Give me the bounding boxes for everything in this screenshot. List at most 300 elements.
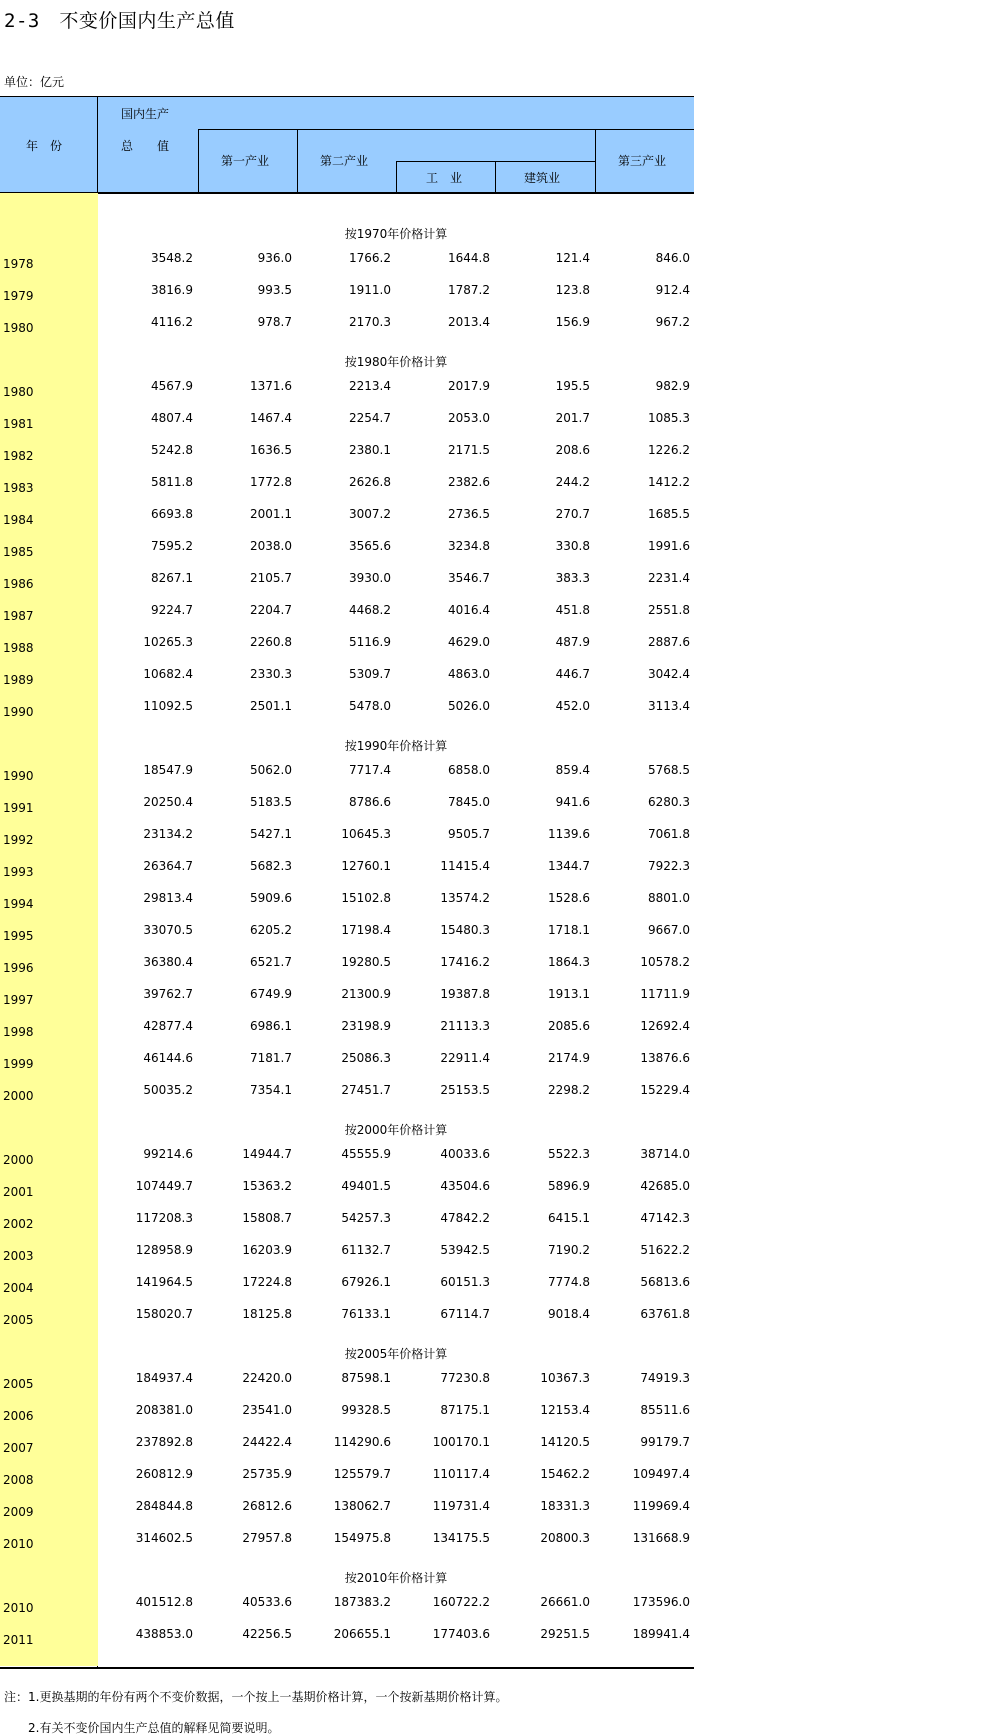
header-divider <box>198 129 199 193</box>
value-cell: 2001.1 <box>250 507 292 521</box>
value-cell: 109497.4 <box>632 1467 690 1481</box>
value-cell: 160722.2 <box>432 1595 490 1609</box>
note-2: 2.有关不变价国内生产总值的解释见简要说明。 <box>4 1721 280 1735</box>
value-cell: 2626.8 <box>349 475 391 489</box>
value-cell: 206655.1 <box>333 1627 391 1641</box>
value-cell: 20250.4 <box>143 795 193 809</box>
table-row <box>0 691 694 723</box>
value-cell: 2501.1 <box>250 699 292 713</box>
value-cell: 6749.9 <box>250 987 292 1001</box>
value-cell: 16203.9 <box>242 1243 292 1257</box>
value-cell: 67926.1 <box>341 1275 391 1289</box>
value-cell: 3548.2 <box>151 251 193 265</box>
value-cell: 1718.1 <box>548 923 590 937</box>
value-cell: 2013.4 <box>448 315 490 329</box>
value-cell: 22911.4 <box>440 1051 490 1065</box>
value-cell: 15229.4 <box>640 1083 690 1097</box>
value-cell: 7190.2 <box>548 1243 590 1257</box>
value-cell: 17416.2 <box>440 955 490 969</box>
value-cell: 25086.3 <box>341 1051 391 1065</box>
header-construction: 建筑业 <box>524 171 561 185</box>
value-cell: 20800.3 <box>540 1531 590 1545</box>
header-divider <box>595 129 596 193</box>
year-cell: 2005 <box>3 1377 34 1391</box>
value-cell: 1911.0 <box>349 283 391 297</box>
value-cell: 1636.5 <box>250 443 292 457</box>
value-cell: 2380.1 <box>349 443 391 457</box>
value-cell: 383.3 <box>555 571 590 585</box>
value-cell: 978.7 <box>257 315 292 329</box>
value-cell: 10367.3 <box>540 1371 590 1385</box>
value-cell: 5242.8 <box>151 443 193 457</box>
value-cell: 6415.1 <box>548 1211 590 1225</box>
value-cell: 38714.0 <box>640 1147 690 1161</box>
table-row <box>0 787 694 819</box>
value-cell: 993.5 <box>257 283 292 297</box>
value-cell: 6521.7 <box>250 955 292 969</box>
value-cell: 1226.2 <box>648 443 690 457</box>
year-cell: 1979 <box>3 289 34 303</box>
value-cell: 128958.9 <box>135 1243 193 1257</box>
value-cell: 12692.4 <box>640 1019 690 1033</box>
value-cell: 8786.6 <box>349 795 391 809</box>
value-cell: 10265.3 <box>143 635 193 649</box>
value-cell: 177403.6 <box>432 1627 490 1641</box>
header-divider <box>495 161 496 193</box>
value-cell: 5811.8 <box>151 475 193 489</box>
value-cell: 54257.3 <box>341 1211 391 1225</box>
value-cell: 99328.5 <box>341 1403 391 1417</box>
value-cell: 15363.2 <box>242 1179 292 1193</box>
value-cell: 12760.1 <box>341 859 391 873</box>
value-cell: 156.9 <box>555 315 590 329</box>
year-cell: 1995 <box>3 929 34 943</box>
year-cell: 2004 <box>3 1281 34 1295</box>
value-cell: 46144.6 <box>143 1051 193 1065</box>
value-cell: 4629.0 <box>448 635 490 649</box>
value-cell: 21300.9 <box>341 987 391 1001</box>
year-cell: 2002 <box>3 1217 34 1231</box>
table-row <box>0 1171 694 1203</box>
value-cell: 2174.9 <box>548 1051 590 1065</box>
value-cell: 7061.8 <box>648 827 690 841</box>
value-cell: 47142.3 <box>640 1211 690 1225</box>
value-cell: 2231.4 <box>648 571 690 585</box>
value-cell: 123.8 <box>555 283 590 297</box>
year-cell: 1978 <box>3 257 34 271</box>
header-subline-secondary <box>396 161 596 162</box>
value-cell: 42685.0 <box>640 1179 690 1193</box>
value-cell: 9667.0 <box>648 923 690 937</box>
section-label: 按2000年价格计算 <box>344 1123 448 1137</box>
value-cell: 29251.5 <box>540 1627 590 1641</box>
year-cell: 2000 <box>3 1153 34 1167</box>
year-cell: 1991 <box>3 801 34 815</box>
value-cell: 14120.5 <box>540 1435 590 1449</box>
header-subline <box>198 129 694 130</box>
table-row <box>0 1043 694 1075</box>
value-cell: 2204.7 <box>250 603 292 617</box>
table-row <box>0 275 694 307</box>
value-cell: 260812.9 <box>135 1467 193 1481</box>
value-cell: 270.7 <box>555 507 590 521</box>
value-cell: 7354.1 <box>250 1083 292 1097</box>
value-cell: 11711.9 <box>640 987 690 1001</box>
table-row <box>0 243 694 275</box>
year-cell: 1986 <box>3 577 34 591</box>
value-cell: 6205.2 <box>250 923 292 937</box>
value-cell: 5116.9 <box>349 635 391 649</box>
table-row <box>0 1011 694 1043</box>
value-cell: 23541.0 <box>242 1403 292 1417</box>
value-cell: 49401.5 <box>341 1179 391 1193</box>
value-cell: 134175.5 <box>432 1531 490 1545</box>
value-cell: 5309.7 <box>349 667 391 681</box>
value-cell: 19387.8 <box>440 987 490 1001</box>
year-cell: 1984 <box>3 513 34 527</box>
value-cell: 330.8 <box>555 539 590 553</box>
table-row <box>0 979 694 1011</box>
value-cell: 184937.4 <box>135 1371 193 1385</box>
value-cell: 26812.6 <box>242 1499 292 1513</box>
table-row <box>0 883 694 915</box>
year-cell: 2010 <box>3 1601 34 1615</box>
value-cell: 2017.9 <box>448 379 490 393</box>
value-cell: 846.0 <box>655 251 690 265</box>
value-cell: 74919.3 <box>640 1371 690 1385</box>
year-cell: 1988 <box>3 641 34 655</box>
section-label: 按2005年价格计算 <box>344 1347 448 1361</box>
table-row <box>0 1203 694 1235</box>
table-row <box>0 1139 694 1171</box>
value-cell: 1772.8 <box>250 475 292 489</box>
value-cell: 1344.7 <box>548 859 590 873</box>
table-row <box>0 1299 694 1331</box>
value-cell: 158020.7 <box>135 1307 193 1321</box>
value-cell: 15808.7 <box>242 1211 292 1225</box>
table-row <box>0 371 694 403</box>
table-row <box>0 1587 694 1619</box>
value-cell: 2105.7 <box>250 571 292 585</box>
value-cell: 33070.5 <box>143 923 193 937</box>
value-cell: 50035.2 <box>143 1083 193 1097</box>
value-cell: 2330.3 <box>250 667 292 681</box>
value-cell: 7774.8 <box>548 1275 590 1289</box>
value-cell: 201.7 <box>555 411 590 425</box>
year-cell: 1999 <box>3 1057 34 1071</box>
value-cell: 1991.6 <box>648 539 690 553</box>
value-cell: 100170.1 <box>432 1435 490 1449</box>
year-cell: 1981 <box>3 417 34 431</box>
section-label: 按1990年价格计算 <box>344 739 448 753</box>
table-row <box>0 627 694 659</box>
table-row <box>0 531 694 563</box>
table-row <box>0 947 694 979</box>
value-cell: 25735.9 <box>242 1467 292 1481</box>
value-cell: 77230.8 <box>440 1371 490 1385</box>
table-row <box>0 595 694 627</box>
value-cell: 11415.4 <box>440 859 490 873</box>
header-divider <box>396 161 397 193</box>
value-cell: 23198.9 <box>341 1019 391 1033</box>
year-cell: 2005 <box>3 1313 34 1327</box>
year-cell: 2011 <box>3 1633 34 1647</box>
value-cell: 1371.6 <box>250 379 292 393</box>
year-cell: 1990 <box>3 769 34 783</box>
year-cell: 1983 <box>3 481 34 495</box>
value-cell: 138062.7 <box>333 1499 391 1513</box>
value-cell: 7181.7 <box>250 1051 292 1065</box>
section-label: 按1970年价格计算 <box>344 227 448 241</box>
value-cell: 2213.4 <box>349 379 391 393</box>
value-cell: 27451.7 <box>341 1083 391 1097</box>
value-cell: 10578.2 <box>640 955 690 969</box>
header-industry: 工 业 <box>426 171 463 185</box>
value-cell: 2038.0 <box>250 539 292 553</box>
value-cell: 1766.2 <box>349 251 391 265</box>
year-cell: 1993 <box>3 865 34 879</box>
value-cell: 121.4 <box>555 251 590 265</box>
value-cell: 3042.4 <box>648 667 690 681</box>
value-cell: 10682.4 <box>143 667 193 681</box>
value-cell: 107449.7 <box>135 1179 193 1193</box>
value-cell: 5026.0 <box>448 699 490 713</box>
value-cell: 244.2 <box>555 475 590 489</box>
value-cell: 237892.8 <box>135 1435 193 1449</box>
value-cell: 67114.7 <box>440 1307 490 1321</box>
value-cell: 2887.6 <box>648 635 690 649</box>
note-1: 注：1.更换基期的年份有两个不变价数据，一个按上一基期价格计算，一个按新基期价格计算。 <box>4 1690 508 1704</box>
value-cell: 8267.1 <box>151 571 193 585</box>
year-cell: 1994 <box>3 897 34 911</box>
value-cell: 40533.6 <box>242 1595 292 1609</box>
table-row <box>0 1619 694 1651</box>
table-row <box>0 1267 694 1299</box>
table-row <box>0 1235 694 1267</box>
year-cell: 1998 <box>3 1025 34 1039</box>
value-cell: 60151.3 <box>440 1275 490 1289</box>
table-row <box>0 1363 694 1395</box>
value-cell: 18547.9 <box>143 763 193 777</box>
value-cell: 1864.3 <box>548 955 590 969</box>
value-cell: 2736.5 <box>448 507 490 521</box>
value-cell: 51622.2 <box>640 1243 690 1257</box>
value-cell: 5427.1 <box>250 827 292 841</box>
value-cell: 208.6 <box>555 443 590 457</box>
value-cell: 76133.1 <box>341 1307 391 1321</box>
value-cell: 24422.4 <box>242 1435 292 1449</box>
value-cell: 26661.0 <box>540 1595 590 1609</box>
value-cell: 25153.5 <box>440 1083 490 1097</box>
value-cell: 11092.5 <box>143 699 193 713</box>
value-cell: 2170.3 <box>349 315 391 329</box>
value-cell: 56813.6 <box>640 1275 690 1289</box>
header-secondary: 第二产业 <box>320 154 369 168</box>
value-cell: 6858.0 <box>448 763 490 777</box>
value-cell: 1412.2 <box>648 475 690 489</box>
value-cell: 114290.6 <box>333 1435 391 1449</box>
value-cell: 6986.1 <box>250 1019 292 1033</box>
value-cell: 7922.3 <box>648 859 690 873</box>
value-cell: 39762.7 <box>143 987 193 1001</box>
year-cell: 1989 <box>3 673 34 687</box>
value-cell: 173596.0 <box>632 1595 690 1609</box>
table-row <box>0 499 694 531</box>
value-cell: 125579.7 <box>333 1467 391 1481</box>
value-cell: 5183.5 <box>250 795 292 809</box>
year-cell: 2003 <box>3 1249 34 1263</box>
value-cell: 1644.8 <box>448 251 490 265</box>
year-cell: 1985 <box>3 545 34 559</box>
table-row <box>0 1427 694 1459</box>
value-cell: 5478.0 <box>349 699 391 713</box>
value-cell: 967.2 <box>655 315 690 329</box>
table-row <box>0 1459 694 1491</box>
value-cell: 53942.5 <box>440 1243 490 1257</box>
header-gdp-line1: 国内生产 <box>121 107 170 121</box>
value-cell: 5768.5 <box>648 763 690 777</box>
value-cell: 61132.7 <box>341 1243 391 1257</box>
year-cell: 1987 <box>3 609 34 623</box>
value-cell: 15102.8 <box>341 891 391 905</box>
value-cell: 5909.6 <box>250 891 292 905</box>
value-cell: 8801.0 <box>648 891 690 905</box>
value-cell: 3565.6 <box>349 539 391 553</box>
year-cell: 1992 <box>3 833 34 847</box>
value-cell: 29813.4 <box>143 891 193 905</box>
value-cell: 2085.6 <box>548 1019 590 1033</box>
table-row <box>0 1523 694 1555</box>
value-cell: 131668.9 <box>632 1531 690 1545</box>
year-cell: 2007 <box>3 1441 34 1455</box>
header-divider <box>297 129 298 193</box>
value-cell: 4016.4 <box>448 603 490 617</box>
value-cell: 438853.0 <box>135 1627 193 1641</box>
value-cell: 5062.0 <box>250 763 292 777</box>
value-cell: 15480.3 <box>440 923 490 937</box>
value-cell: 1528.6 <box>548 891 590 905</box>
value-cell: 21113.3 <box>440 1019 490 1033</box>
value-cell: 187383.2 <box>333 1595 391 1609</box>
value-cell: 87598.1 <box>341 1371 391 1385</box>
value-cell: 63761.8 <box>640 1307 690 1321</box>
table-row <box>0 403 694 435</box>
value-cell: 119969.4 <box>632 1499 690 1513</box>
table-row <box>0 563 694 595</box>
value-cell: 1139.6 <box>548 827 590 841</box>
value-cell: 3234.8 <box>448 539 490 553</box>
value-cell: 13574.2 <box>440 891 490 905</box>
year-cell: 1996 <box>3 961 34 975</box>
value-cell: 26364.7 <box>143 859 193 873</box>
year-cell: 1990 <box>3 705 34 719</box>
table-row <box>0 851 694 883</box>
year-cell: 1980 <box>3 321 34 335</box>
value-cell: 3546.7 <box>448 571 490 585</box>
value-cell: 2298.2 <box>548 1083 590 1097</box>
header-year: 年 份 <box>26 139 63 153</box>
value-cell: 6280.3 <box>648 795 690 809</box>
table-bottom-border <box>0 1667 694 1669</box>
value-cell: 23134.2 <box>143 827 193 841</box>
value-cell: 4863.0 <box>448 667 490 681</box>
value-cell: 119731.4 <box>432 1499 490 1513</box>
section-label: 按1980年价格计算 <box>344 355 448 369</box>
value-cell: 3007.2 <box>349 507 391 521</box>
page-title: 2-3 不变价国内生产总值 <box>4 10 235 32</box>
value-cell: 859.4 <box>555 763 590 777</box>
value-cell: 85511.6 <box>640 1403 690 1417</box>
value-cell: 5522.3 <box>548 1147 590 1161</box>
table-row <box>0 435 694 467</box>
header-gdp-line2: 总 值 <box>121 139 170 153</box>
value-cell: 14944.7 <box>242 1147 292 1161</box>
table-row <box>0 307 694 339</box>
table-row <box>0 819 694 851</box>
value-cell: 7845.0 <box>448 795 490 809</box>
table-row <box>0 1491 694 1523</box>
year-cell: 2000 <box>3 1089 34 1103</box>
value-cell: 17198.4 <box>341 923 391 937</box>
year-cell: 2001 <box>3 1185 34 1199</box>
table-row <box>0 1075 694 1107</box>
year-cell: 1997 <box>3 993 34 1007</box>
header-tertiary: 第三产业 <box>618 154 667 168</box>
value-cell: 2053.0 <box>448 411 490 425</box>
value-cell: 9018.4 <box>548 1307 590 1321</box>
value-cell: 2171.5 <box>448 443 490 457</box>
value-cell: 141964.5 <box>135 1275 193 1289</box>
value-cell: 110117.4 <box>432 1467 490 1481</box>
value-cell: 15462.2 <box>540 1467 590 1481</box>
value-cell: 9224.7 <box>151 603 193 617</box>
value-cell: 941.6 <box>555 795 590 809</box>
value-cell: 3816.9 <box>151 283 193 297</box>
value-cell: 42877.4 <box>143 1019 193 1033</box>
year-cell: 2009 <box>3 1505 34 1519</box>
value-cell: 401512.8 <box>135 1595 193 1609</box>
value-cell: 487.9 <box>555 635 590 649</box>
value-cell: 7717.4 <box>349 763 391 777</box>
value-cell: 40033.6 <box>440 1147 490 1161</box>
value-cell: 4116.2 <box>151 315 193 329</box>
value-cell: 19280.5 <box>341 955 391 969</box>
value-cell: 195.5 <box>555 379 590 393</box>
value-cell: 7595.2 <box>151 539 193 553</box>
value-cell: 4468.2 <box>349 603 391 617</box>
value-cell: 87175.1 <box>440 1403 490 1417</box>
value-cell: 189941.4 <box>632 1627 690 1641</box>
value-cell: 1913.1 <box>548 987 590 1001</box>
value-cell: 47842.2 <box>440 1211 490 1225</box>
value-cell: 17224.8 <box>242 1275 292 1289</box>
table-row <box>0 659 694 691</box>
value-cell: 1467.4 <box>250 411 292 425</box>
value-cell: 3113.4 <box>648 699 690 713</box>
value-cell: 3930.0 <box>349 571 391 585</box>
value-cell: 154975.8 <box>333 1531 391 1545</box>
value-cell: 2382.6 <box>448 475 490 489</box>
table-row <box>0 915 694 947</box>
value-cell: 99214.6 <box>143 1147 193 1161</box>
value-cell: 284844.8 <box>135 1499 193 1513</box>
value-cell: 117208.3 <box>135 1211 193 1225</box>
value-cell: 314602.5 <box>135 1531 193 1545</box>
value-cell: 5682.3 <box>250 859 292 873</box>
value-cell: 13876.6 <box>640 1051 690 1065</box>
year-cell: 1980 <box>3 385 34 399</box>
value-cell: 452.0 <box>555 699 590 713</box>
